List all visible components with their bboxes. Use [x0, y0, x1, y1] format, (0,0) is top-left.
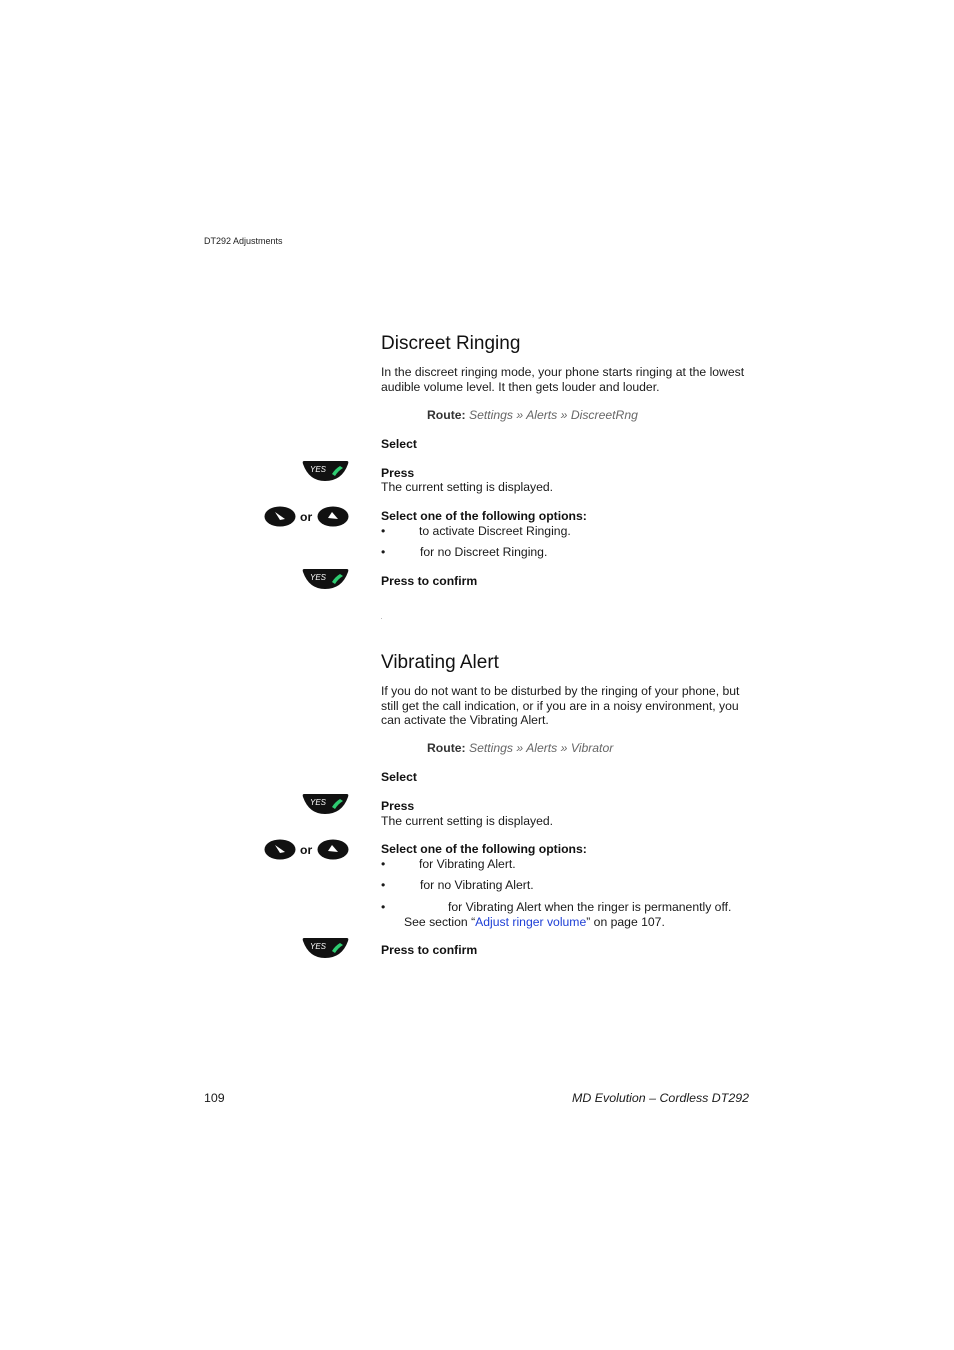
- route-label: Route:: [427, 408, 466, 422]
- document-title: MD Evolution – Cordless DT292: [572, 1091, 749, 1105]
- yes-call-key-icon: [302, 568, 349, 590]
- navigation-up-key-icon: [317, 839, 349, 860]
- option-text: to activate Discreet Ringing.: [419, 524, 571, 538]
- discreet-note-displayed: The current setting is displayed.: [381, 480, 554, 494]
- discreet-option-1: • to activate Discreet Ringing.: [381, 524, 571, 538]
- discreet-step-options: Select one of the following options:: [381, 509, 587, 523]
- stray-mark: [381, 618, 382, 619]
- yes-key-label: YES: [310, 942, 327, 951]
- yes-key-label: YES: [310, 798, 327, 807]
- discreet-route: [427, 408, 638, 422]
- route-label: Route:: [427, 741, 466, 755]
- section-title-vibrating-alert: Vibrating Alert: [381, 652, 499, 673]
- discreet-step-select: Select: [381, 437, 417, 451]
- adjust-ringer-volume-link[interactable]: Adjust ringer volume: [475, 915, 587, 929]
- discreet-step-press: Press: [381, 466, 415, 480]
- vibrating-step-options: Select one of the following options:: [381, 842, 587, 856]
- vibrating-option-3: • for Vibrating Alert when the ringer is permanently off.: [381, 900, 732, 914]
- see-prefix: See section “: [404, 915, 476, 929]
- route-path: Settings » Alerts » Vibrator: [468, 741, 614, 755]
- vibrating-note-displayed: The current setting is displayed.: [381, 814, 554, 828]
- vibrating-step-press: Press: [381, 799, 415, 813]
- section-title-discreet-ringing: Discreet Ringing: [381, 333, 521, 354]
- discreet-step-confirm: Press to confirm: [381, 574, 478, 588]
- discreet-intro: In the discreet ringing mode, your phone starts ringing at the lowest audible volume level. It then gets louder and louder.: [381, 365, 745, 394]
- option-text: for no Discreet Ringing.: [420, 545, 548, 559]
- navigation-down-key-icon: [264, 839, 296, 860]
- vibrating-option-2: • for no Vibrating Alert.: [381, 878, 534, 892]
- vibrating-step-select: Select: [381, 770, 417, 784]
- option-text: for Vibrating Alert.: [419, 857, 516, 871]
- yes-call-key-icon: [302, 937, 349, 959]
- route-path: Settings » Alerts » DiscreetRng: [468, 408, 638, 422]
- yes-key-label: YES: [310, 573, 327, 582]
- option-text: for Vibrating Alert when the ringer is permanently off.: [448, 900, 732, 914]
- vibrating-route: [427, 741, 613, 755]
- vibrating-intro: If you do not want to be disturbed by the ringing of your phone, but still get the call indication, or if you are in a noisy environment, you can activate the Vibrating Alert.: [381, 684, 740, 728]
- navigation-up-key-icon: [317, 506, 349, 527]
- vibrating-step-confirm: Press to confirm: [381, 943, 478, 957]
- yes-key-label: YES: [310, 465, 327, 474]
- nav-or-label: or: [300, 843, 313, 857]
- vibrating-see-section: [404, 915, 665, 929]
- running-header: DT292 Adjustments: [204, 236, 283, 246]
- yes-call-key-icon: [302, 793, 349, 815]
- see-suffix: ” on page 107.: [586, 915, 665, 929]
- navigation-down-key-icon: [264, 506, 296, 527]
- page-number: 109: [204, 1091, 225, 1105]
- discreet-option-2: • for no Discreet Ringing.: [381, 545, 548, 559]
- nav-or-label: or: [300, 510, 313, 524]
- yes-call-key-icon: [302, 460, 349, 482]
- option-text: for no Vibrating Alert.: [420, 878, 534, 892]
- vibrating-option-1: • for Vibrating Alert.: [381, 857, 516, 871]
